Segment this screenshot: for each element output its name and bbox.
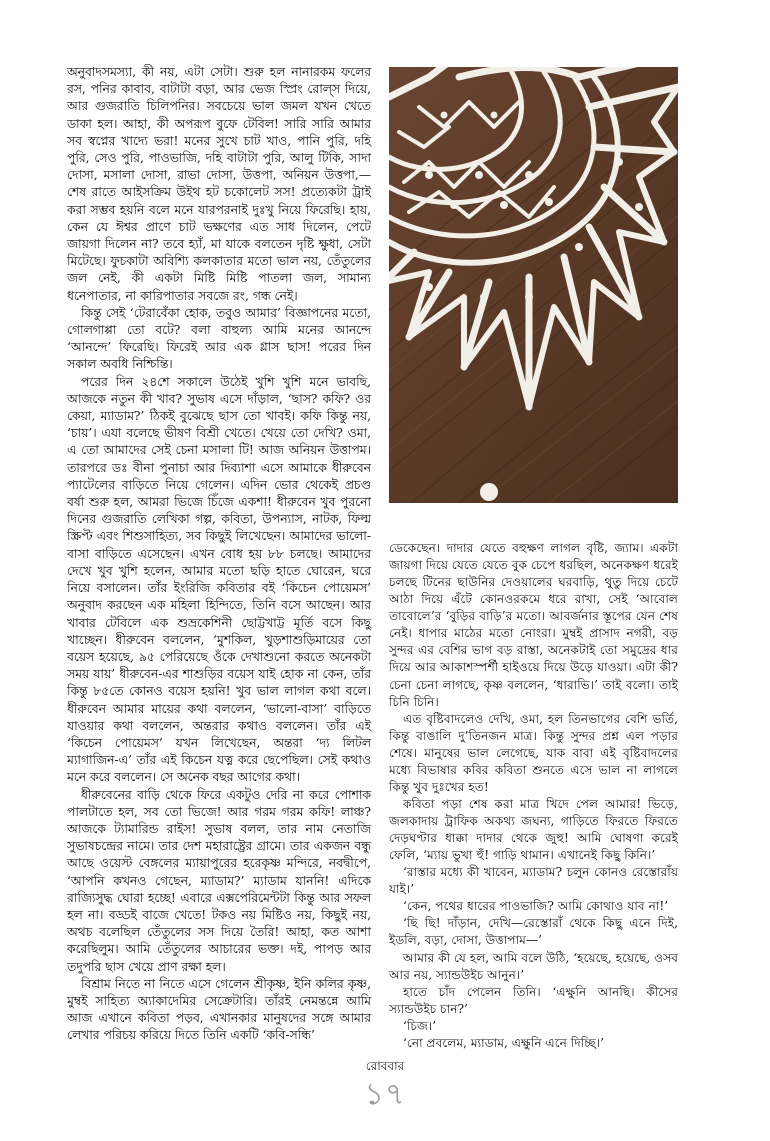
alpana-photo (389, 67, 678, 503)
dialogue-line: ‘কেন, পথের ধারের পাওভাজি? আমি কোথাও যাব না!’ (403, 899, 669, 914)
article-column-right (389, 540, 678, 1052)
paragraph: অনুবাদসমস্যা, কী নয়, এটা সেটা। শুরু হল নানারকম ফলের রস, পনির কাবাব, বাটাটা বড়া, আর ভেজ স্প্রিং রোল্‌স দিয়ে, আর গুজরাতি চিলিপনির। সবচেয়ে ভাল জমল যখন খেতে ডাকা হল। আহা, কী অপরূপ বুফে টেবিল! সারি সারি আমার সব স্বপ্নের খাদ্যে ভরা! মনের সুখে চাট খাও, পানি পুরি, দহি পুরি, সেও পুরি, পাওভাজি, দহি বাটাটা পুরি, আলু টিকি, সাদা দোসা, মসালা দোসা, রাভা দোসা, উত্তপা, অনিয়ন উত্তপা,—শেষ রাতে আইসক্রিম উইথ হট চকোলেট সস! প্রত্যেকটা ট্রাই করা সম্ভব হয়নি বলে মনে যারপরনাই দুঃখু নিয়ে ফিরেছি। হায়, কেন যে ঈশ্বর প্রাণে চাট ভক্ষণের এত সাধ দিলেন, পেটে জায়গা দিলেন না? তবে হ্যাঁ, মা যাকে বলতেন দৃষ্টি ক্ষুধা, সেটা মিটেছে। ফুচকাটা অবিশ্যি কলকাতার মতো ভাল নয়, তেঁতুলের জল নেই, কী একটা মিষ্টি মিষ্টি পাতলা জল, সামান্য ধনেপাতার, না কারিপাতার সবজে রং, গন্ধ নেই। (67, 65, 371, 303)
paragraph: ডেকেছেন। দাদার যেতে বহুক্ষণ লাগল বৃষ্টি, জ্যাম। একটা জায়গা দিয়ে যেতে যেতে বুক চেপে ধরছিল, অনেকক্ষণ ধরেই চলছে টিনের ছাউনির দেওয়ালের ঘরবাড়ি, থুতু দিয়ে চেটে আঠা দিয়ে এঁটে কোনওরকমে ধরে রাখা, সেই ‘আবোল তাবোলে’র ‘বুড়ির বাড়ি’র মতো। আবর্জনার স্তূপের যেন শেষ নেই। ধাপার মাঠের মতো নোংরা। মুম্বই প্রাসাদ নগরী, বড় সুন্দর এর বেশির ভাগ বড় রাস্তা, অনেকটাই তো সমুদ্রের ধার দিয়ে আর আকাশস্পর্শী হাইওয়ে দিয়ে উড়ে যাওয়া। এটা কী? চেনা চেনা লাগছে, কৃষ্ণ বললেন, ‘ধারাভি।’ তাই বলো। তাই চিনি চিনি। (389, 541, 678, 709)
magazine-name: রোববার (365, 1059, 405, 1073)
dialogue-line: ‘ছি ছি! দাঁড়ান, দেখি—রেস্তোরাঁ থেকে কিছু এনে দিই, ইডলি, বড়া, দোসা, উত্তাপাম—’ (389, 916, 678, 948)
paragraph: পরের দিন ২৪শে সকালে উঠেই খুশি খুশি মনে ভাবছি, আজকে নতুন কী খাব? সুভাষ এসে দাঁড়াল, ‘ছাস? কফি? ওর কেয়া, ম্যাডাম?’ ঠিকই বুঝেছে ছাস তো খাবই। কফি কিন্তু নয়, ‘চায়’। এযা বলেছে ভীষণ বিশ্রী খেতে। খেয়ে তো দেখি? ওমা, এ তো আমাদের সেই চেনা মসালা টি! আজ অনিয়ন উত্তাপম। তারপরে ডঃ বীনা পুনাচা আর দিব্যাশা এসে আমাকে ধীরুবেন প্যাটেলের বাড়িতে নিয়ে গেলেন। এদিন ভোর থেকেই প্রচণ্ড বর্ষা শুরু হল, আমরা ভিজে চিঁজে একশা! ধীরুবেন খুব পুরনো দিনের গুজরাতি লেখিকা গল্প, কবিতা, উপন্যাস, নাটক, ফিল্ম স্ক্রিপ্ট এবং শিশুসাহিত্য, সব কিছুই লিখেছেন। আমাদের ভালো-বাসা বাড়িতে এসেছেন। এখন বোধ হয় ৮৮ চলছে। আমাদের দেখে খুব খুশি হলেন, আমার মতো ছড়ি হাতে ঘোরেন, ঘরে নিয়ে বসালেন। তাঁর ইংরিজি কবিতার বই ‘কিচেন পোয়েমস’ অনুবাদ করছেন এক মহিলা হিন্দিতে, তিনি বসে আছেন। আর খাবার টেবিলে এক শুভ্রকেশিনী ছোট্টখাট্ট মূর্তি বসে কিছু খাচ্ছেন। ধীরুবেন বললেন, ‘মুশকিল, খুড়শাশুড়িমায়ের তো বয়েস হয়েছে, ৯৫ পেরিয়েছে ওঁকে দেখাশুনো করতে অনেকটা সময় যায়’ ধীরুবেন-এর শাশুড়ির বয়েস যাই হোক না কেন, তাঁর কিন্তু ৮৫তে কোনও বয়েস হয়নি! খুব ভাল লাগল কথা বলে। ধীরুবেন আমার মায়ের কথা বললেন, ‘ভালো-বাসা’ বাড়িতে যাওয়ার কথা বললেন, অন্তরার কথাও বললেন। তাঁর এই ‘কিচেন পোয়েমস’ যখন লিখেছেন, অন্তরা ‘দ্য লিটল ম্যাগাজিন-এ’ তাঁর এই কিচেন যত্ন করে ছেপেছিল। সেই কথাও মনে করে বললেন। সে অনেক বছর আগের কথা। (67, 374, 371, 785)
alpana-pattern-image (389, 67, 678, 503)
dialogue-line: ‘চিজ।’ (403, 1018, 437, 1033)
paragraph: ধীরুবেনের বাড়ি থেকে ফিরে একটুও দেরি না করে পোশাক পালটাতে হল, সব তো ভিজে! আর গরম গরম কফি! লাঞ্চ? আজকে ট্যামারিন্ড রাইস! সুভাষ বলল, তার নাম নেতাজি সুভাষচন্দ্রের নামে। তার দেশ মহারাষ্ট্রের গ্রামে। তার একজন বন্ধু আছে ওয়েস্ট বেঙ্গলের ম্যায়াপুরের হরেকৃষ্ণ মন্দিরে, নবদ্বীপে, ‘আপনি কখনও গেছেন, ম্যাডাম?’ ম্যাডাম যাননি! এদিকে রাজ্যিসুদ্ধ ঘোরা হচ্ছে! এবারে এক্সপেরিমেন্টটা কিন্তু আর সফল হল না। বড্ডই বাজে খেতে! টকও নয় মিষ্টিও নয়, কিছুই নয়, অথচ বলেছিল তেঁতুলের সস দিয়ে তৈরি! আহা, কত আশা করেছিলুম। আমি তেঁতুলের আচারের ভক্ত। দই, পাপড় আর তদুপরি ছাস খেয়ে প্রাণ রক্ষা হল। (67, 787, 371, 974)
article-column-left (67, 64, 371, 1045)
paragraph: বিশ্রাম নিতে না নিতে এসে গেলেন শ্রীকৃষ্ণ, ইনি কলির কৃষ্ণ, মুম্বই সাহিত্য অ্যাকাদেমির সেক্রেটারি। তাঁরই নেমন্তন্নে আমি আজ এখানে কবিতা পড়ব, এখানকার মানুষদের সঙ্গে আমার লেখার পরিচয় করিয়ে দিতে তিনি একটি ‘কবি-সন্ধি’ (67, 976, 371, 1043)
dialogue-line: ‘রাস্তার মধ্যে কী খাবেন, ম্যাডাম? চলুন কোনও রেস্তোরাঁয় যাই।’ (389, 865, 678, 897)
paragraph: কবিতা পড়া শেষ করা মাত্র খিদে পেল আমার! ভিড়ে, জলকাদায় ট্রাফিক অকথ্য জঘন্য, গাড়িতে ফিরতে ফিরতে দেড়ঘণ্টার ধাক্কা দাদার থেকে জুহু! আমি ঘোষণা করেই ফেলি, ‘ম্যায় ভুখা হুঁ! গাড়ি থামান। এখানেই কিছু কিনি।’ (389, 796, 678, 863)
paragraph: এত বৃষ্টিবাদলেও দেখি, ওমা, হল তিনভাগের বেশি ভর্তি, কিন্তু বাঙালি দু’তিনজন মাত্র। কিন্তু সুন্দর প্রশ্ন এল পড়ার শেষে। মানুষের ভাল লেগেছে, যাক বাবা এই বৃষ্টিবাদলের মধ্যে বিভাষার কবির কবিতা শুনতে এসে ভাল না লাগলে কিন্তু খুব দুঃখের হত! (389, 711, 678, 794)
paragraph: আমার কী যে হল, আমি বলে উঠি, ‘হয়েছে, হয়েছে, ওসব আর নয়, স্যান্ডউইচ আনুন।’ (389, 950, 678, 982)
dialogue-line: ‘নো প্রবলেম, ম্যাডাম, এক্ষুনি এনে দিচ্ছি।’ (403, 1035, 604, 1050)
paragraph: হাতে চাঁদ পেলেন তিনি। ‘এক্ষুনি আনছি। কীসের স্যান্ডউইচ চান?’ (389, 984, 678, 1016)
paragraph: কিন্তু সেই ‘টেরাবেঁকা হোক, তবুও আমার’ বিজ্ঞাপনের মতো, গোলগাপ্পা তো বটে? বলা বাহুল্য আমি মনের আনন্দে ‘আনন্দে’ ফিরেছি। ফিরেই আর এক গ্লাস ছাস! পরের দিন সকাল অবধি নিশ্চিন্তি। (67, 305, 371, 372)
page-number: ১৭ (364, 1077, 406, 1112)
